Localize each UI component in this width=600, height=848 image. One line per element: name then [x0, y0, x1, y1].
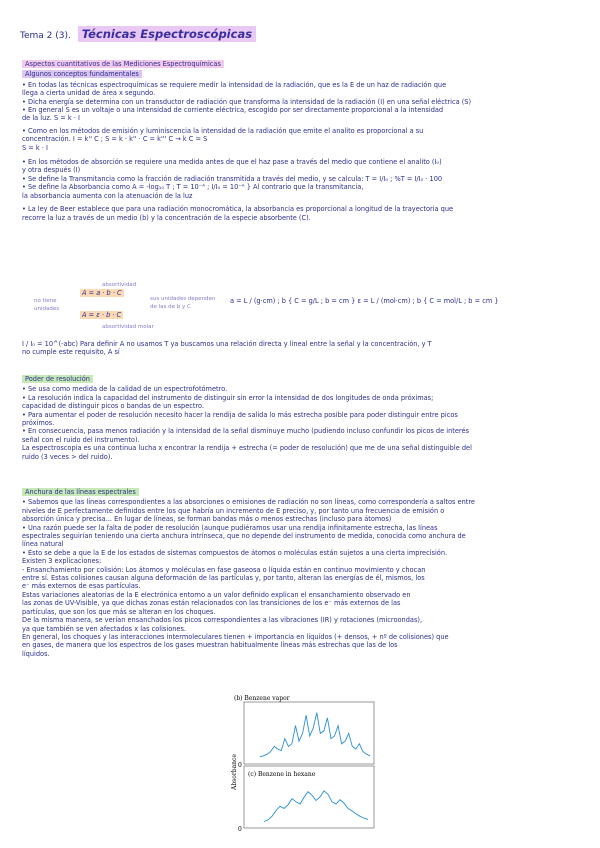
beer-note: sus unidades dependen de las de b y C — [150, 296, 216, 311]
section1-line: • Se define la Absorbancia como A = -log₁₀ T ; T = 10⁻ᴬ ; I/I₀ = 10⁻ᴬ } Al contrario que la transmitancia, — [22, 183, 364, 192]
panel-c-label: (c) Benzene in hexane — [248, 771, 316, 778]
section3-line: • Una razón puede ser la falta de poder de resolución (aunque pudiéramos usar una rendija infinitamente estrecha, las líneas — [22, 523, 438, 532]
section3-line: • Sabemos que las líneas correspondientes a las absorciones o emisiones de radiación no son líneas, como correspondería a saltos entre — [22, 498, 475, 507]
section1-line: • Se define la Transmitancia como la fracción de radiación transmitida a través del medio, y se calcula: T = I/I₀ ; %T = I/I₀ · 100 — [22, 174, 443, 183]
section3-line: niveles de E perfectamente definidos entre los que habría un incremento de E preciso, y, por tanto una frecuencia de emisión o — [22, 506, 445, 515]
section3-line: espectrales seguirían teniendo una cierta anchura intrínseca, que no depende del instrumento de medida, conocida como anchura de — [22, 532, 466, 541]
y-axis-label: Absorbance — [231, 754, 238, 790]
section2-line: • Para aumentar el poder de resolución necesito hacer la rendija de salida lo más estrecha posible para poder distinguir entre picos — [22, 410, 458, 419]
section3-line: línea natural — [22, 540, 64, 549]
beer-note: absortividad — [102, 282, 137, 288]
section2-line: La espectroscopia es una continua lucha x encontrar la rendija + estrecha (= poder de resolución) que me de una señal distinguible del — [22, 444, 472, 453]
section1-line: la absorbancia aumenta con la atenuación de la luz — [22, 191, 193, 200]
section3-line: • Esto se debe a que la E de los estados de sistemas compuestos de átomos o moléculas están sujetos a una cierta imprecisión. — [22, 548, 448, 557]
section1-line: llega a cierta unidad de área x segundo. — [22, 89, 156, 98]
section3-line: De la misma manera, se verían ensanchados los picos correspondientes a las vibraciones (IR) y rotaciones (microondas), — [22, 616, 423, 625]
section1-line: • La ley de Beer establece que para una radiación monocromática, la absorbancia es proporcional a longitud de la trayectoria que — [22, 205, 454, 214]
section1-heading: Aspectos cuantitativos de las Mediciones Espectroquímicas — [22, 60, 224, 68]
panel-b-zero: 0 — [238, 762, 242, 769]
section3-line: partículas, que son los que más se alteran en los choques. — [22, 607, 216, 616]
title-main: Técnicas Espectroscópicas — [78, 26, 256, 42]
beer-units: a = L / (g·cm) ; b { C = g/L ; b = cm } ε = L / (mol·cm) ; b { C = mol/L ; b = cm } — [230, 297, 499, 305]
section3-line: En general, los choques y las interacciones intermoleculares tienen + importancia en líquidos (+ densos, + nº de colisiones) que — [22, 632, 449, 641]
section3-line: líquidos. — [22, 649, 50, 658]
vapor-spectrum-line — [260, 713, 370, 757]
section3-line: - Ensanchamiento por colisión: Los átomos y moléculas en fase gaseosa o líquida están en continuo movimiento y chocan — [22, 565, 426, 574]
section2-line: • Se usa como medida de la calidad de un espectrofotómetro. — [22, 385, 228, 394]
section3-line: absorción única y precisa... En lugar de líneas, se forman bandas más o menos estrechas (incluso para átomos) — [22, 515, 392, 524]
beer-eq-1: A = a · b · C — [82, 289, 122, 297]
section3-line: Existen 3 explicaciones: — [22, 557, 102, 566]
section1-line: • Como en los métodos de emisión y luminiscencia la intensidad de la radiación que emite el analito es proporcional a su — [22, 126, 424, 135]
section-line-width — [22, 488, 582, 658]
beer-note: no tiene unidades — [34, 298, 60, 313]
section3-line: entre sí. Estas colisiones causan alguna deformación de las partículas y, por tanto, alteran las energías de él, mismos, los — [22, 574, 425, 583]
section3-line: las zonas de UV-Visible, ya que dichas zonas están relacionados con las transiciones de los e⁻ más externos de las — [22, 599, 401, 608]
spectra-svg — [230, 690, 380, 838]
closing-line: no cumple este requisito, A sí — [22, 348, 120, 357]
section1-closing — [22, 340, 582, 357]
section1-line: • En todas las técnicas espectroquímicas se requiere medir la intensidad de la radiación, que es la E de un haz de radiación que — [22, 80, 447, 89]
section-quantitative — [22, 60, 582, 222]
section3-line: e⁻ más externos de esas partículas. — [22, 582, 141, 591]
section1-line: concentración. I = k'' C ; S = k · k'' · C = k''' C → k C = S — [22, 135, 208, 144]
section2-line: • En consecuencia, pasa menos radiación y la intensidad de la señal disminuye mucho (pudiendo incluso confundir los picos de interés — [22, 427, 469, 436]
vapor-spectrum — [260, 713, 370, 757]
section3-heading: Anchura de las líneas espectrales — [22, 488, 139, 496]
panel-c-zero: 0 — [238, 826, 242, 833]
section1-line: • Dicha energía se determina con un transductor de radiación que transforma la intensidad de la radiación (I) en una señal eléctrica (S) — [22, 97, 472, 106]
section2-line: ruido (3 veces > del ruido). — [22, 452, 113, 461]
beer-eq-2: A = ε · b · C — [82, 311, 122, 319]
section3-line: ya que también se ven afectados x las colisiones. — [22, 624, 186, 633]
section2-heading: Poder de resolución — [22, 375, 93, 383]
panel-b-label: (b) Benzene vapor — [234, 695, 290, 702]
title-prefix: Tema 2 (3). — [20, 31, 71, 41]
section2-line: próximos. — [22, 419, 55, 428]
section1-line: S = k · I — [22, 143, 48, 152]
beer-note: absortividad molar — [102, 324, 154, 330]
section3-line: Estas variaciones aleatorias de la E electrónica entorno a un valor definido explican el ensanchamiento observado en — [22, 590, 411, 599]
section1-line: • En los métodos de absorción se requiere una medida antes de que el haz pase a través del medio que contiene el analito (I₀) — [22, 158, 442, 167]
hexane-spectrum-line — [264, 791, 368, 822]
section2-line: capacidad de distinguir picos o bandas de un espectro. — [22, 402, 205, 411]
beer-law-block — [34, 282, 580, 333]
section-resolution — [22, 375, 582, 461]
closing-line: I / I₀ = 10^(-abc) Para definir A no usamos T ya buscamos una relación directa y lineal entre la señal y la concentración, y T — [22, 340, 432, 348]
section1-line: y otra después (I) — [22, 166, 81, 175]
absorbance-spectra-figure — [230, 690, 380, 838]
section1-line: • En general S es un voltaje o una intensidad de corriente eléctrica, escogido por ser directamente proporcional a la intensidad — [22, 106, 444, 115]
page-title — [20, 27, 256, 41]
section1-subheading: Algunos conceptos fundamentales — [22, 70, 142, 78]
section2-line: señal con el ruido del instrumento). — [22, 435, 140, 444]
section2-line: • La resolución indica la capacidad del instrumento de distinguir sin error la intensidad de dos longitudes de onda próximas; — [22, 393, 434, 402]
section1-line: recorre la luz a través de un medio (b) y la concentración de la especie absorbente (C). — [22, 213, 311, 222]
section3-line: en gases, de manera que los espectros de los gases muestran habitualmente líneas más estrechas que las de los — [22, 641, 398, 650]
hexane-spectrum — [264, 791, 368, 822]
section1-line: de la luz. S = k · I — [22, 114, 80, 123]
